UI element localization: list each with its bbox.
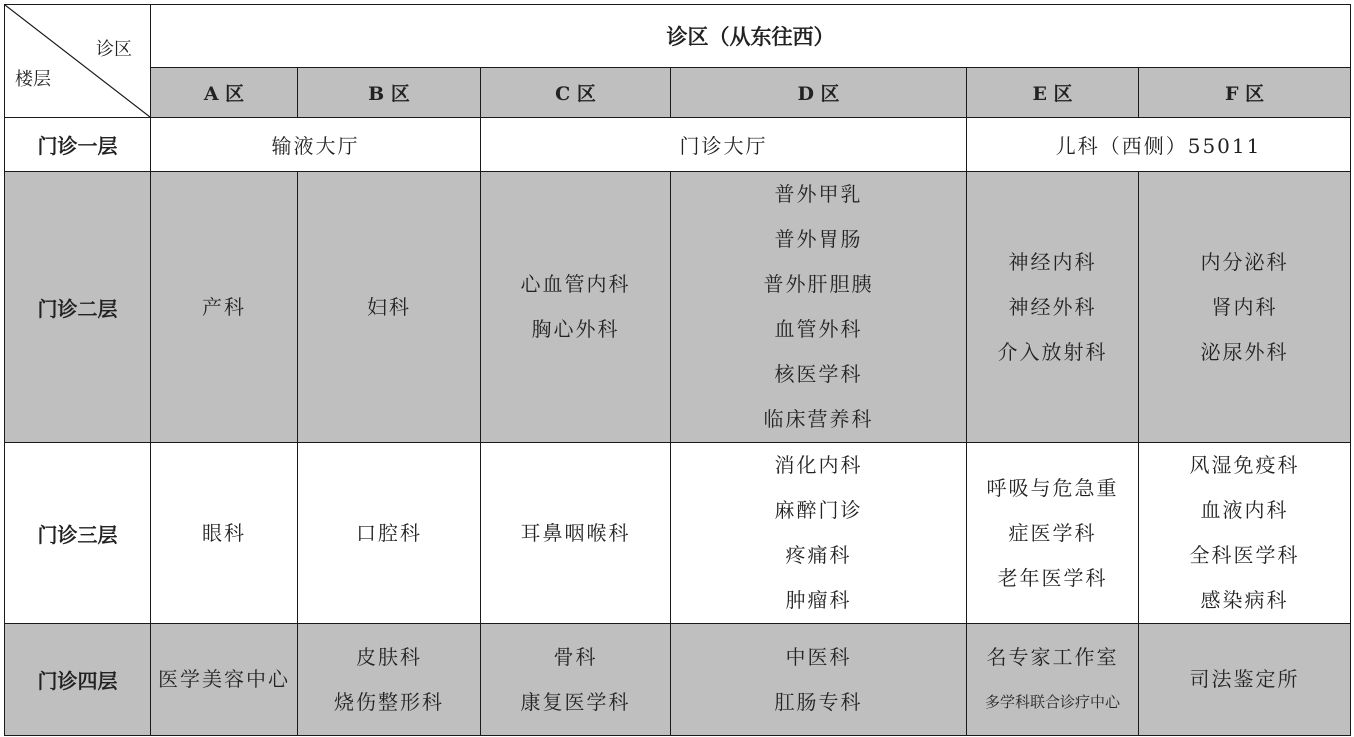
department-name: 症医学科	[1008, 520, 1097, 545]
department-name: 皮肤科	[356, 644, 422, 669]
floor2-zone-a	[151, 172, 298, 443]
zone-header-a: A 区	[151, 68, 298, 118]
floor3-zone-e	[967, 443, 1139, 624]
floor1-row	[5, 118, 1351, 172]
department-name: 医学美容中心	[158, 667, 290, 691]
floor2-row	[5, 172, 1351, 443]
department-name: 泌尿外科	[1200, 339, 1289, 364]
department-name: 神经内科	[1008, 249, 1097, 274]
floor4-zone-d	[671, 624, 967, 736]
department-name: 临床营养科	[763, 407, 874, 431]
zone-header-f: F 区	[1139, 68, 1351, 118]
clinic-floor-directory-table	[4, 4, 1351, 736]
zone-header-b: B 区	[298, 68, 481, 118]
department-name: 肿瘤科	[785, 588, 852, 612]
zone-header-e: E 区	[967, 68, 1139, 118]
floor3-label: 门诊三层	[5, 443, 151, 624]
header-row-title	[5, 5, 1351, 68]
diagonal-line-icon	[5, 5, 150, 117]
department-name: 神经外科	[1008, 294, 1097, 319]
floor3-zone-f	[1139, 443, 1351, 624]
department-name: 肛肠专科	[774, 689, 863, 714]
floor4-zone-c	[481, 624, 671, 736]
corner-floor-label: 楼层	[15, 69, 51, 90]
department-name: 老年医学科	[997, 565, 1108, 590]
floor4-label: 门诊四层	[5, 624, 151, 736]
department-name: 肾内科	[1211, 294, 1278, 319]
corner-zone-label: 诊区	[96, 39, 132, 60]
zone-header-row	[5, 68, 1351, 118]
department-name: 感染病科	[1200, 588, 1289, 612]
department-name: 普外甲乳	[774, 182, 863, 206]
department-name: 骨科	[553, 644, 598, 669]
floor3-zone-b	[298, 443, 481, 624]
department-name: 消化内科	[774, 453, 863, 477]
floor4-zone-b	[298, 624, 481, 736]
department-name: 烧伤整形科	[334, 689, 444, 714]
floor4-zone-a	[151, 624, 298, 736]
department-name: 普外肝胆胰	[763, 272, 874, 296]
department-name: 司法鉴定所	[1189, 667, 1300, 691]
department-name: 核医学科	[774, 362, 863, 386]
department-subtitle: 多学科联合诊疗中心	[984, 692, 1120, 711]
department-name: 普外胃肠	[774, 227, 863, 251]
corner-header-cell	[5, 5, 151, 118]
department-name: 介入放射科	[997, 339, 1108, 364]
floor3-row	[5, 443, 1351, 624]
zone-header-d: D 区	[671, 68, 967, 118]
department-name: 呼吸与危急重	[986, 475, 1119, 500]
department-name: 康复医学科	[520, 689, 631, 714]
floor3-zone-a	[151, 443, 298, 624]
department-name: 麻醉门诊	[774, 498, 863, 522]
department-name: 产科	[202, 294, 246, 319]
department-name: 胸心外科	[531, 317, 620, 341]
floor3-zone-c	[481, 443, 671, 624]
department-name: 口腔科	[356, 520, 422, 545]
floor1-zone-ab: 输液大厅	[151, 118, 481, 172]
floor3-zone-d	[671, 443, 967, 624]
floor2-zone-e	[967, 172, 1139, 443]
floor1-zone-ef: 儿科（西侧）55011	[967, 118, 1351, 172]
floor2-zone-d	[671, 172, 967, 443]
department-name: 心血管内科	[520, 272, 631, 296]
floor1-label: 门诊一层	[5, 118, 151, 172]
department-name: 疼痛科	[785, 543, 852, 567]
department-name: 风湿免疫科	[1189, 453, 1300, 477]
zone-header-c: C 区	[481, 68, 671, 118]
floor2-label: 门诊二层	[5, 172, 151, 443]
floor2-zone-b	[298, 172, 481, 443]
department-name: 眼科	[202, 520, 246, 545]
department-name: 内分泌科	[1200, 249, 1289, 274]
zone-title: 诊区（从东往西）	[151, 5, 1351, 68]
floor2-zone-f	[1139, 172, 1351, 443]
department-name: 血液内科	[1200, 498, 1289, 522]
department-name: 全科医学科	[1189, 543, 1300, 567]
department-name: 中医科	[785, 644, 852, 669]
floor2-zone-c	[481, 172, 671, 443]
department-name: 耳鼻咽喉科	[520, 520, 631, 545]
floor4-zone-f	[1139, 624, 1351, 736]
department-name: 血管外科	[774, 317, 863, 341]
department-name: 名专家工作室	[986, 644, 1119, 669]
floor4-zone-e	[967, 624, 1139, 736]
floor1-zone-cd: 门诊大厅	[481, 118, 967, 172]
department-name: 妇科	[367, 294, 411, 319]
floor4-row	[5, 624, 1351, 736]
